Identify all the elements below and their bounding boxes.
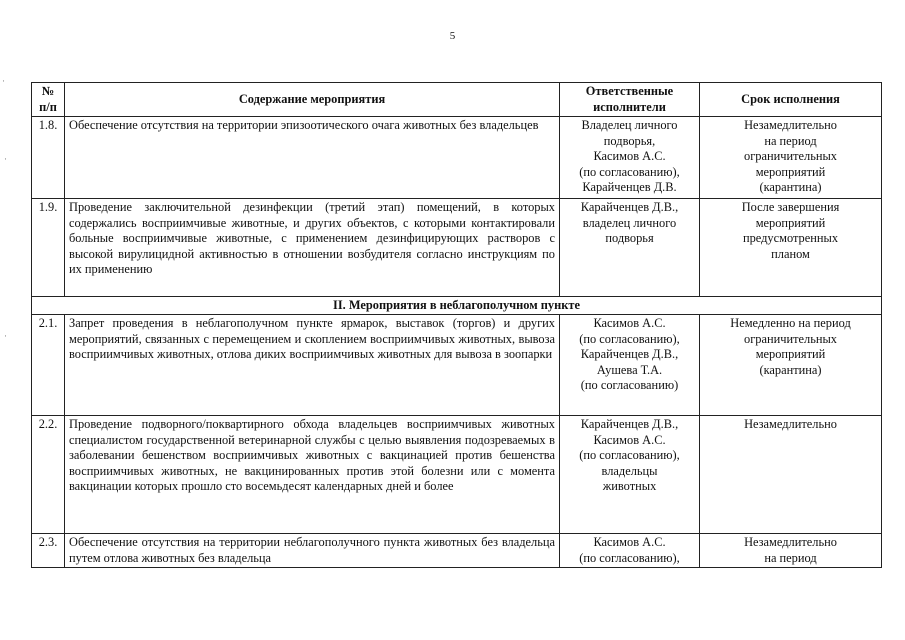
row-content: Запрет проведения в неблагополучном пункте ярмарок, выставок (торгов) и других мероприятий, связанных с перемещением и скоплением восприимчивых животных, вывоза восприимчивых животных, отлова диких восприимчивых животных для вывоза в зоопарки	[65, 315, 560, 416]
page-number: 5	[449, 30, 456, 42]
table-row	[32, 117, 882, 199]
row-content: Проведение подворного/поквартирного обхода владельцев восприимчивых животных специалистом государственной ветеринарной службы с целью выявления подозреваемых в заболевании бешенством восприимчивых животных с вакцинацией против бешенства восприимчивых животных, не вакцинированных против этой болезни или с момента вакцинации которых прошло сто восемьдесят календарных дней и более	[65, 416, 560, 534]
table-row	[32, 534, 882, 568]
section-row	[32, 297, 882, 315]
row-num: 2.3.	[32, 534, 65, 568]
row-content: Обеспечение отсутствия на территории неблагополучного пункта животных без владельца путем отлова животных без владельца	[65, 534, 560, 568]
row-content: Проведение заключительной дезинфекции (третий этап) помещений, в которых содержались восприимчивые животные, и других объектов, с которыми контактировали больные восприимчивые животные, с применением дезинфицирующих растворов с высокой вирулицидной активностью в отношении возбудителя согласно инструкциям по их применению	[65, 199, 560, 297]
header-deadline: Срок исполнения	[700, 83, 882, 117]
row-num: 2.2.	[32, 416, 65, 534]
row-responsible: Карайченцев Д.В., владелец личного подворья	[560, 199, 700, 297]
scan-speck: ·	[4, 154, 7, 164]
header-content: Содержание мероприятия	[65, 83, 560, 117]
scan-speck: ·	[2, 76, 5, 86]
measures-table	[31, 82, 882, 568]
row-responsible: Касимов А.С. (по согласованию),	[560, 534, 700, 568]
row-deadline: Незамедлительно на период ограничительных мероприятий (карантина)	[700, 117, 882, 199]
scan-speck: ·	[4, 331, 7, 341]
row-deadline: Немедленно на период ограничительных мероприятий (карантина)	[700, 315, 882, 416]
row-responsible: Касимов А.С. (по согласованию), Карайченцев Д.В., Аушева Т.А. (по согласованию)	[560, 315, 700, 416]
table-row	[32, 199, 882, 297]
table-row	[32, 315, 882, 416]
row-content: Обеспечение отсутствия на территории эпизоотического очага животных без владельцев	[65, 117, 560, 199]
row-responsible: Владелец личного подворья, Касимов А.С. (по согласованию), Карайченцев Д.В.	[560, 117, 700, 199]
header-num: № п/п	[32, 83, 65, 117]
table-header-row	[32, 83, 882, 117]
row-responsible: Карайченцев Д.В., Касимов А.С. (по согласованию), владельцы животных	[560, 416, 700, 534]
row-deadline: Незамедлительно	[700, 416, 882, 534]
section-title: II. Мероприятия в неблагополучном пункте	[32, 297, 882, 315]
table-row	[32, 416, 882, 534]
header-responsible: Ответственные исполнители	[560, 83, 700, 117]
row-deadline: После завершения мероприятий предусмотренных планом	[700, 199, 882, 297]
row-deadline: Незамедлительно на период	[700, 534, 882, 568]
row-num: 2.1.	[32, 315, 65, 416]
row-num: 1.8.	[32, 117, 65, 199]
row-num: 1.9.	[32, 199, 65, 297]
